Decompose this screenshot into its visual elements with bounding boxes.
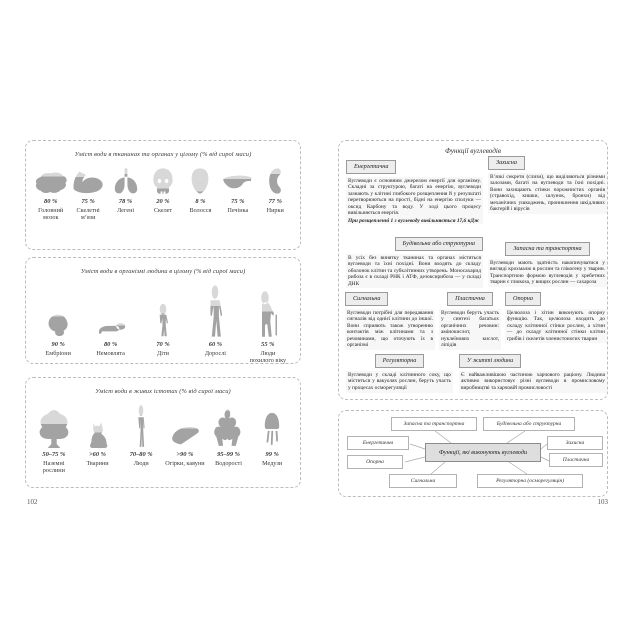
item-label: Скелет (153, 207, 173, 214)
skull-icon (151, 167, 175, 195)
water-percentage: 50–75 % (42, 451, 66, 458)
item-label: Легені (116, 207, 135, 214)
item-label: Немовлята (96, 350, 125, 357)
item-label: Люди (133, 460, 149, 467)
carbohydrate-functions-block (338, 140, 608, 400)
infographic-item (69, 163, 106, 221)
function-box-energetic (346, 155, 483, 224)
item-label: Наземні рослини (42, 460, 65, 475)
function-note: При розщепленні 1 г вуглеводу вивільняється 17,6 кДж (346, 218, 483, 224)
infographic-item (182, 163, 219, 214)
infographic-item (119, 400, 163, 467)
water-percentage: 78 % (118, 198, 133, 205)
function-box-storage-transport (488, 237, 607, 287)
infographic-item (32, 400, 76, 474)
item-label: Скелетні м’язи (76, 207, 100, 222)
diagram-center-node: Функції, які виконують вуглеводи (425, 443, 541, 462)
diagram-node: Сигнальна (389, 474, 457, 488)
function-box-plastic (439, 287, 501, 350)
water-percentage: 20 % (156, 198, 170, 205)
diagram-node: Будівельна або структурна (483, 417, 575, 431)
function-text: В усіх без винятку тканинах та органах містяться вуглеводи та їхні похідні. Вони входять до складу оболонок клітин та субклітинних утворень. Моносахарид рибоза є в складі РНК і АТФ, дезоксирибоза — у складі ДНК (348, 255, 481, 287)
item-label: Дорослі (204, 350, 227, 357)
function-heading: Захисна (488, 156, 525, 170)
item-label: Печінка (227, 207, 249, 214)
infographic-item (32, 163, 69, 221)
function-box-support (505, 287, 607, 343)
panel-title: Уміст води в тканинах та органах у цілому (% від сирої маси) (74, 151, 252, 158)
page-number-right: 103 (597, 498, 608, 506)
muscle-icon (72, 169, 105, 195)
page-number-left: 102 (27, 498, 38, 506)
function-text: Целюлоза і хітин виконують опорну функцію. Так, целюлоза входить до складу клітинної стінки рослин, а хітин — до складу клітинної стінки клітин грибів і скелетів членистоногих тварин (507, 310, 605, 342)
water-percentage: 8 % (195, 198, 206, 205)
embryo-icon (44, 312, 72, 338)
kidney-icon (265, 167, 286, 195)
infographic-item (76, 400, 120, 467)
water-percentage: 95–99 % (217, 451, 240, 458)
function-text: В’язкі секрети (слизи), що виділяються різними залозами, багаті на вуглеводи та їхні похідні. Вони захищають стінки порожнистих органів (стравохід, кишки, шлунок, бронхи) від механічних ушкоджень, проникнення шкідливих бактерій і вірусів (490, 174, 605, 212)
water-percentage: 70 % (156, 341, 170, 348)
algae-icon (212, 406, 246, 448)
baby-icon (96, 316, 126, 338)
infographic-item (189, 280, 241, 357)
infographic-item (32, 280, 84, 357)
item-label: Волосся (189, 207, 212, 214)
infographic-item (84, 280, 136, 357)
water-percentage: 99 % (265, 451, 279, 458)
infographic-item (207, 400, 251, 467)
human-icon (132, 404, 150, 448)
diagram-node: Захисна (547, 436, 603, 450)
item-label: Огірки, кавуни (165, 460, 205, 467)
infographic-item (250, 400, 294, 467)
function-text: Вуглеводи потрібні для передавання сигналів від однієї клітини до іншої. Вони сприяють також утворенню контактів між клітинами та з речовинами, що оточують їх в організмі (347, 310, 433, 348)
infographic-item (107, 163, 144, 214)
function-text: Вуглеводи у складі клітинного соку, що міститься у вакуолях рослин, беруть участь у процесах осморегуляції (348, 372, 451, 391)
function-heading: Енергетична (346, 160, 396, 174)
function-heading: У житті людини (459, 354, 521, 368)
water-percentage: 55 % (261, 341, 275, 348)
item-label: Головний мозок (38, 207, 64, 222)
item-label: Тварини (86, 460, 109, 467)
function-box-human-life (459, 349, 607, 393)
function-heading: Регуляторна (375, 354, 425, 368)
diagram-node: Енергетична (347, 436, 409, 450)
right-page (338, 140, 610, 506)
diagram-node: Регуляторна (осморегуляція) (477, 474, 583, 488)
water-content-panel-organisms (25, 377, 301, 488)
water-percentage: 75 % (81, 198, 95, 205)
function-text: Вуглеводи є основним джерелом енергії для організму. Складні за структурою, багаті на енергію, вуглеводи зазнають у клітині глибокого розщеплення й у результаті перетворюються на прості, бідні на енергію сполуки — оксид Карбону та воду. У ході цього процесу вивільняється енергія. (348, 178, 481, 216)
panel-title: Уміст води в живих істотах (% від сирої маси) (95, 388, 231, 395)
function-box-structural (346, 237, 483, 288)
function-heading: Будівельна або структурна (395, 237, 483, 251)
item-label: Ембріони (45, 350, 71, 357)
plant-icon (36, 408, 72, 448)
page-title: Функції вуглеводів (444, 147, 502, 155)
infographic-item (257, 163, 294, 214)
left-page (25, 140, 303, 506)
water-percentage: 77 % (268, 198, 282, 205)
watermelon-icon (169, 424, 201, 448)
item-label: Нирки (266, 207, 284, 214)
item-label: Люди похилого віку (249, 350, 287, 365)
function-box-regulatory (346, 349, 453, 393)
water-content-panel-human (25, 257, 301, 364)
item-label: Водорості (215, 460, 242, 467)
water-content-panel-organs (25, 140, 301, 250)
water-percentage: 60 % (208, 341, 223, 348)
infographic-item (242, 280, 294, 364)
elderly-icon (253, 286, 283, 338)
function-heading: Опорна (505, 292, 541, 306)
infographic-row (26, 400, 300, 474)
function-heading: Сигнальна (345, 292, 388, 306)
brain-icon (34, 171, 68, 195)
item-label: Діти (157, 350, 169, 357)
water-percentage: 80 % (103, 341, 118, 348)
function-box-protective (488, 151, 607, 214)
infographic-row (26, 163, 300, 221)
item-label: Медузи (262, 460, 283, 467)
function-box-signal (345, 287, 435, 350)
diagram-node: Пластична (549, 453, 603, 467)
infographic-row (26, 280, 300, 364)
water-percentage: 90 % (51, 341, 65, 348)
function-heading: Пластична (447, 292, 493, 306)
water-percentage: 75 % (231, 198, 245, 205)
lungs-icon (112, 167, 140, 195)
liver-icon (221, 171, 254, 195)
infographic-item (144, 163, 181, 214)
jellyfish-icon (260, 410, 284, 448)
function-text: Є найважливішою частиною харчового раціону. Людина активно використовує різні вуглеводи в промисловому виробництві та харчовій промисловості (461, 372, 605, 391)
function-text: Вуглеводи беруть участь у синтезі багатьох органічних речовин: амінокислот, нуклеїнових кислот, ліпідів (441, 310, 499, 348)
infographic-item (219, 163, 256, 214)
water-percentage: 80 % (44, 198, 58, 205)
child-icon (152, 302, 174, 338)
cat-icon (85, 418, 111, 448)
water-percentage: 70–80 % (129, 451, 153, 458)
hair-icon (188, 167, 212, 195)
adult-icon (202, 284, 228, 338)
panel-title: Уміст води в організмі людини в цілому (% від сирої маси) (80, 268, 246, 275)
infographic-item (163, 400, 207, 467)
function-text: Вуглеводи мають здатність накопичуватися у вигляді крохмалю в рослин та глікогену у тварин. Транспортною формою вуглеводів у хребетних тварин є глюкоза, у вищих рослин — сахароза (490, 260, 605, 286)
water-percentage: >90 % (176, 451, 194, 458)
diagram-node: Опорна (347, 455, 403, 469)
functions-diagram (338, 410, 608, 497)
function-heading: Запасна та транспортна (505, 242, 589, 256)
infographic-item (137, 280, 189, 357)
diagram-node: Запасна та транспортна (391, 417, 477, 431)
water-percentage: >60 % (89, 451, 106, 458)
